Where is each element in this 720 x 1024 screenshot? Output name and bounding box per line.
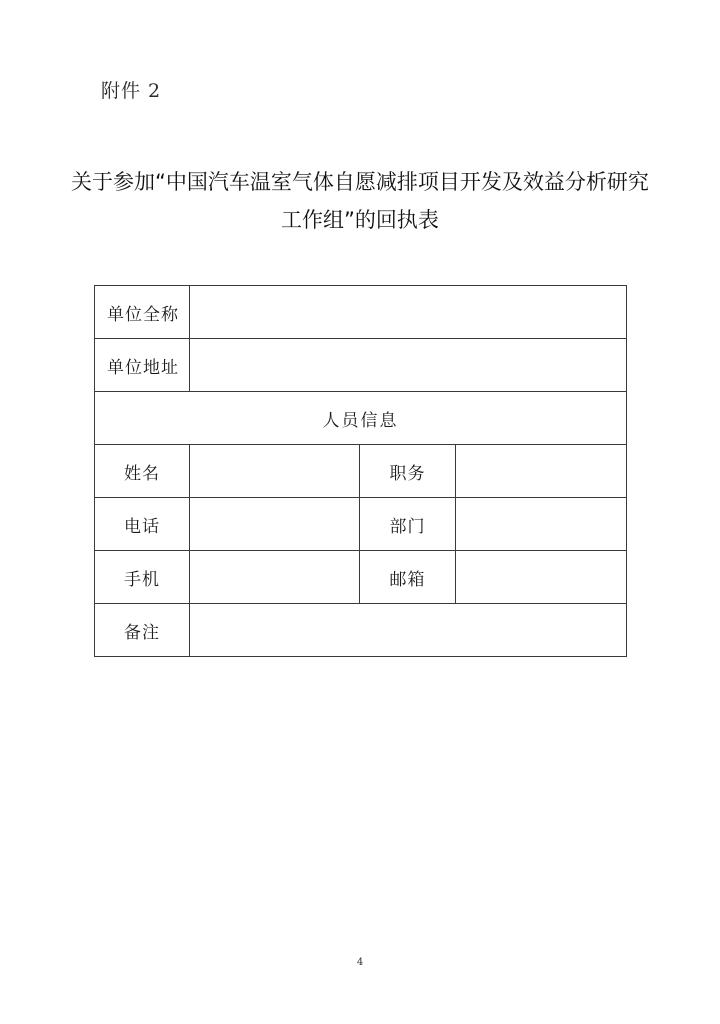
unit-full-name-field[interactable] (190, 286, 627, 339)
form-title-line-1: 关于参加“中国汽车温室气体自愿减排项目开发及效益分析研究 (71, 170, 649, 194)
page-number: 4 (356, 957, 364, 968)
mobile-field[interactable] (190, 551, 360, 604)
attachment-label: 附件 2 (101, 80, 162, 102)
department-label: 部门 (360, 498, 456, 551)
remarks-field[interactable] (190, 604, 627, 657)
mobile-email-row (95, 551, 627, 604)
name-position-row (95, 445, 627, 498)
name-label: 姓名 (95, 445, 190, 498)
phone-field[interactable] (190, 498, 360, 551)
unit-address-row (95, 339, 627, 392)
unit-address-field[interactable] (190, 339, 627, 392)
department-field[interactable] (456, 498, 627, 551)
form-title-line-2: 工作组”的回执表 (281, 208, 439, 232)
unit-address-label: 单位地址 (95, 339, 190, 392)
name-field[interactable] (190, 445, 360, 498)
unit-full-name-label: 单位全称 (95, 286, 190, 339)
personnel-section-row (95, 392, 627, 445)
email-field[interactable] (456, 551, 627, 604)
remarks-row (95, 604, 627, 657)
phone-department-row (95, 498, 627, 551)
personnel-section-heading: 人员信息 (95, 392, 627, 445)
position-field[interactable] (456, 445, 627, 498)
email-label: 邮箱 (360, 551, 456, 604)
mobile-label: 手机 (95, 551, 190, 604)
reply-form-table (94, 285, 627, 657)
remarks-label: 备注 (95, 604, 190, 657)
phone-label: 电话 (95, 498, 190, 551)
position-label: 职务 (360, 445, 456, 498)
unit-full-name-row (95, 286, 627, 339)
